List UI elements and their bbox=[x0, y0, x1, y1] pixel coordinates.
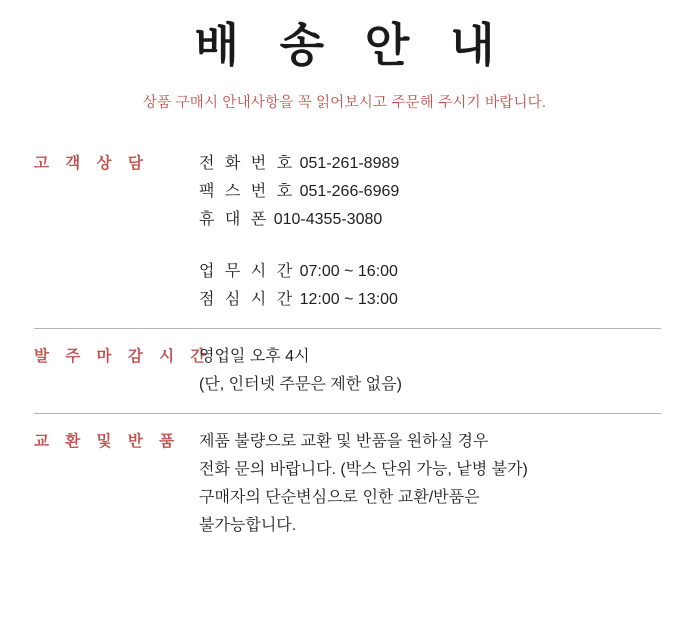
exchange-return-line-4: 불가능합니다. bbox=[199, 517, 297, 535]
page-subtitle: 상품 구매시 안내사항을 꼭 읽어보시고 주문해 주시기 바랍니다. bbox=[142, 95, 547, 112]
contact-label-phone: 전 화 번 호 bbox=[199, 155, 296, 173]
contact-row-phone bbox=[199, 150, 661, 178]
exchange-return-line-2: 전화 문의 바랍니다. (박스 단위 가능, 낱병 불가) bbox=[199, 461, 528, 479]
spacer bbox=[199, 234, 661, 258]
hours-label-lunch: 점 심 시 간 bbox=[199, 291, 296, 309]
contact-label-fax: 팩 스 번 호 bbox=[199, 183, 296, 201]
exchange-return-line-3: 구매자의 단순변심으로 인한 교환/반품은 bbox=[199, 489, 480, 507]
hours-row-business bbox=[199, 258, 661, 286]
hours-label-business: 업 무 시 간 bbox=[199, 263, 296, 281]
hours-value-lunch: 12:00 ~ 13:00 bbox=[299, 291, 398, 309]
order-cutoff-line-1: 영업일 오후 4시 bbox=[199, 348, 310, 366]
contact-value-fax: 051-266-6969 bbox=[299, 183, 400, 201]
section-body-customer-support bbox=[199, 150, 661, 314]
hours-row-lunch bbox=[199, 286, 661, 314]
order-cutoff-line-2: (단, 인터넷 주문은 제한 없음) bbox=[199, 376, 402, 394]
section-body-exchange-return bbox=[199, 428, 661, 540]
section-label-exchange-return: 교 환 및 반 품 bbox=[34, 433, 181, 451]
section-label-customer-support: 고 객 상 담 bbox=[34, 155, 149, 173]
section-body-order-cutoff bbox=[199, 343, 661, 399]
contact-value-mobile: 010-4355-3080 bbox=[273, 211, 383, 229]
contact-row-fax bbox=[199, 178, 661, 206]
section-divider-2 bbox=[34, 413, 661, 414]
contact-row-mobile bbox=[199, 206, 661, 234]
section-customer-support bbox=[0, 150, 689, 314]
contact-label-mobile: 휴 대 폰 bbox=[199, 211, 270, 229]
hours-value-business: 07:00 ~ 16:00 bbox=[299, 263, 398, 281]
contact-value-phone: 051-261-8989 bbox=[299, 155, 400, 173]
page-title: 배 송 안 내 bbox=[194, 19, 509, 71]
section-order-cutoff bbox=[0, 343, 689, 399]
sections-container bbox=[0, 150, 689, 540]
exchange-return-line-1: 제품 불량으로 교환 및 반품을 원하실 경우 bbox=[199, 433, 489, 451]
section-label-order-cutoff: 발 주 마 감 시 간 bbox=[34, 348, 212, 366]
section-exchange-return bbox=[0, 428, 689, 540]
section-divider-1 bbox=[34, 328, 661, 329]
